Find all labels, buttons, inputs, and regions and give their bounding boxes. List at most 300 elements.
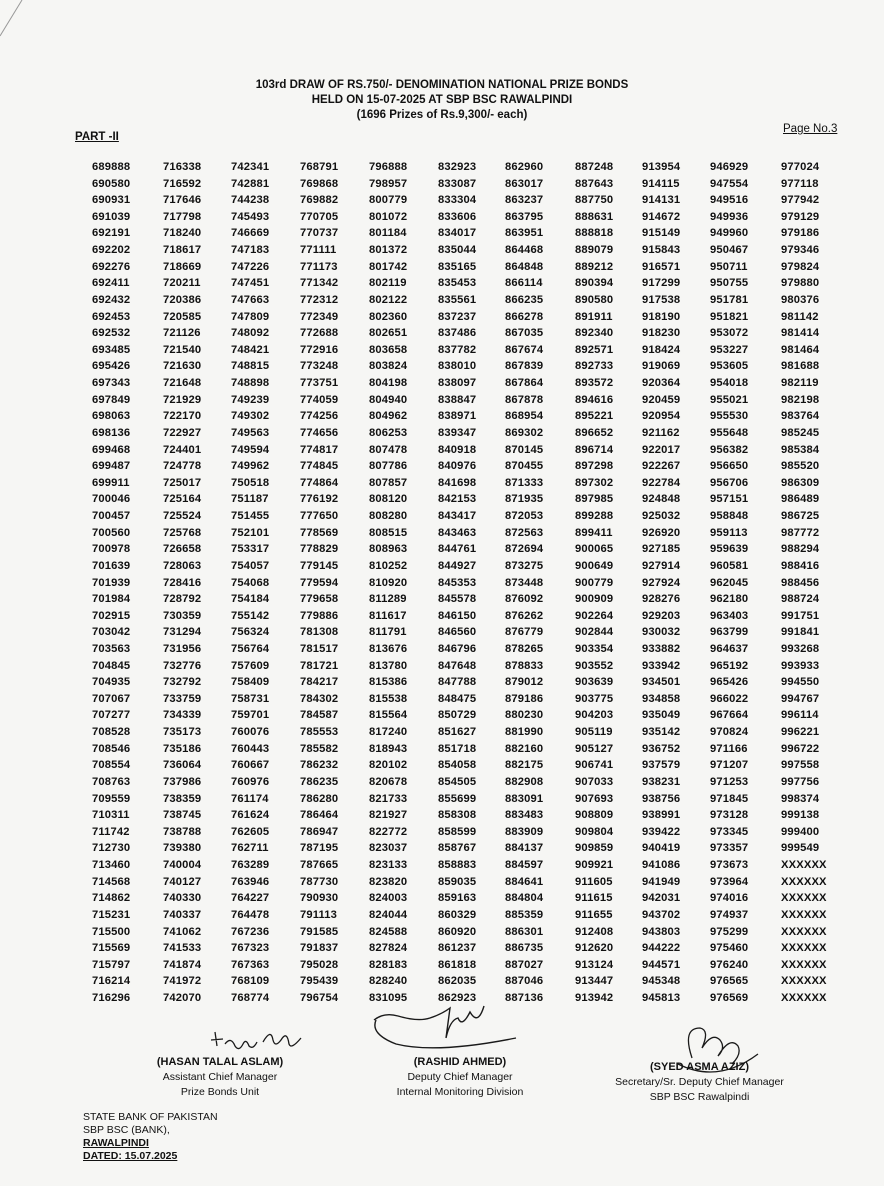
bond-number-cell: 762605 (231, 825, 270, 838)
bond-number-cell: 811791 (369, 626, 407, 639)
bond-number-cell: 739380 (163, 842, 202, 855)
bond-number-cell: 846796 (438, 642, 477, 655)
bond-number-cell: 758409 (231, 676, 270, 689)
bond-number-cell: 914115 (642, 177, 680, 190)
bond-number-cell: 784217 (300, 676, 339, 689)
bond-number-cell: 721540 (163, 343, 202, 356)
bond-number-cell: 887750 (575, 194, 614, 207)
bond-number-cell: 991841 (781, 626, 820, 639)
table-row (0, 593, 884, 609)
bond-number-cell: 943803 (642, 925, 681, 938)
bond-number-cell: 902844 (575, 626, 614, 639)
table-row (0, 477, 884, 493)
bond-number-cell: 730359 (163, 609, 202, 622)
bond-number-cell: 784302 (300, 692, 339, 705)
bond-number-cell: 760076 (231, 726, 270, 739)
bond-number-cell: 738788 (163, 825, 202, 838)
bond-number-cell: 979186 (781, 227, 820, 240)
bond-number-cell: 882908 (505, 775, 544, 788)
bond-number-cell: 698063 (92, 410, 131, 423)
bond-number-cell: 884137 (505, 842, 544, 855)
bond-number-cell: 953227 (710, 343, 749, 356)
bond-number-cell: 915149 (642, 227, 681, 240)
bond-number-cell: 918230 (642, 327, 681, 340)
bond-number-cell: 786235 (300, 775, 339, 788)
bond-number-cell: 884804 (505, 892, 544, 905)
bond-number-cell: 785553 (300, 726, 339, 739)
bond-number-cell: 876262 (505, 609, 544, 622)
table-row (0, 859, 884, 875)
bond-number-cell: 962180 (710, 593, 749, 606)
bond-number-cell: 712730 (92, 842, 131, 855)
bond-number-cell: 892340 (575, 327, 614, 340)
table-row (0, 577, 884, 593)
table-row (0, 360, 884, 376)
bond-number-cell: 790930 (300, 892, 339, 905)
bond-number-cell: 808515 (369, 526, 408, 539)
bond-number-cell: 917299 (642, 277, 681, 290)
bond-number-cell: 732792 (163, 676, 202, 689)
bond-number-cell: 751455 (231, 510, 270, 523)
bond-number-cell: 909859 (575, 842, 614, 855)
bond-number-cell: 900779 (575, 576, 614, 589)
bond-number-cell: 760443 (231, 742, 270, 755)
bond-number-cell: 703042 (92, 626, 131, 639)
bond-number-cell: 913447 (575, 975, 614, 988)
table-row (0, 842, 884, 858)
bond-number-cell: XXXXXX (781, 908, 827, 921)
bond-number-cell: 883483 (505, 809, 544, 822)
bond-number-cell: 909921 (575, 859, 614, 872)
bond-number-cell: 728792 (163, 593, 202, 606)
bond-number-cell: 919069 (642, 360, 681, 373)
bond-number-cell: 693485 (92, 343, 131, 356)
bond-number-cell: 842153 (438, 493, 477, 506)
bond-number-cell: 956650 (710, 460, 749, 473)
bond-number-cell: 894616 (575, 393, 614, 406)
bond-number-cell: 975460 (710, 942, 749, 955)
bond-number-cell: 720585 (163, 310, 202, 323)
bond-number-cell: 740004 (163, 859, 202, 872)
bond-number-cell: 878833 (505, 659, 544, 672)
bond-number-cell: 883091 (505, 792, 544, 805)
bond-number-cell: 699911 (92, 476, 130, 489)
bond-number-cell: 760976 (231, 775, 270, 788)
bond-number-cell: 720211 (163, 277, 201, 290)
bond-number-cell: 871333 (505, 476, 544, 489)
bond-number-cell: 742341 (231, 161, 270, 173)
table-row (0, 975, 884, 991)
bond-number-cell: 927924 (642, 576, 681, 589)
table-row (0, 194, 884, 210)
table-row (0, 809, 884, 825)
bond-number-cell: 724401 (163, 443, 202, 456)
bond-number-cell: 828183 (369, 958, 408, 971)
bond-number-cell: 838847 (438, 393, 477, 406)
bond-number-cell: XXXXXX (781, 892, 827, 905)
bond-number-cell: 750518 (231, 476, 270, 489)
bond-number-cell: 722927 (163, 426, 202, 439)
bond-number-cell: 917538 (642, 293, 681, 306)
bond-number-cell: 774656 (300, 426, 339, 439)
draw-venue-date: HELD ON 15-07-2025 AT SBP BSC RAWALPINDI (311, 94, 573, 106)
bond-number-cell: 886301 (505, 925, 544, 938)
bond-number-cell: 949936 (710, 210, 749, 223)
bond-number-cell: 957151 (710, 493, 749, 506)
bond-number-cell: 914672 (642, 210, 681, 223)
bond-number-cell: 820678 (369, 775, 408, 788)
bond-number-cell: 747663 (231, 293, 270, 306)
bond-number-cell: 748092 (231, 327, 270, 340)
bond-number-cell: 756764 (231, 642, 270, 655)
bond-number-cell: 951821 (710, 310, 749, 323)
bond-number-cell: XXXXXX (781, 925, 827, 938)
bond-number-cell: 692411 (92, 277, 130, 290)
bond-number-cell: 786232 (300, 759, 339, 772)
bond-number-cell: 955021 (710, 393, 749, 406)
bond-number-cell: 749302 (231, 410, 270, 423)
bond-number-cell: 708528 (92, 726, 131, 739)
bond-number-cell: 956382 (710, 443, 749, 456)
bond-number-cell: 858767 (438, 842, 477, 855)
part-label: PART -II (75, 131, 119, 143)
bond-number-cell: 716592 (163, 177, 202, 190)
bond-number-cell: 720386 (163, 293, 202, 306)
bond-number-cell: 981414 (781, 327, 820, 340)
bond-number-cell: 701939 (92, 576, 131, 589)
bond-number-cell: 761624 (231, 809, 270, 822)
bond-number-cell: 748421 (231, 343, 270, 356)
bond-number-cell: 964637 (710, 642, 749, 655)
bond-number-cell: 823820 (369, 875, 408, 888)
bond-number-cell: 823037 (369, 842, 408, 855)
bond-number-cell: 982198 (781, 393, 820, 406)
bond-number-cell: 824003 (369, 892, 408, 905)
bond-number-cell: 721630 (163, 360, 202, 373)
bond-number-cell: 922267 (642, 460, 681, 473)
bond-number-cell: 949516 (710, 194, 749, 207)
bond-number-cell: 847648 (438, 659, 477, 672)
bond-number-cell: 774059 (300, 393, 339, 406)
bond-number-cell: 956706 (710, 476, 749, 489)
bond-number-cell: 929203 (642, 609, 681, 622)
bond-number-cell: 979880 (781, 277, 820, 290)
bond-number-cell: 778569 (300, 526, 339, 539)
prize-count: (1696 Prizes of Rs.9,300/- each) (356, 109, 528, 121)
bond-number-cell: 959113 (710, 526, 748, 539)
bond-number-cell: 699468 (92, 443, 131, 456)
bond-number-cell: 993268 (781, 642, 820, 655)
bond-number-cell: 981688 (781, 360, 820, 373)
bond-number-cell: 986489 (781, 493, 820, 506)
bond-number-cell: 748815 (231, 360, 270, 373)
bond-number-cell: 839347 (438, 426, 477, 439)
table-row (0, 909, 884, 925)
bond-number-cell: 888631 (575, 210, 614, 223)
bond-number-cell: 851627 (438, 726, 477, 739)
bond-number-cell: 772688 (300, 327, 339, 340)
bond-number-cell: 937579 (642, 759, 681, 772)
bond-number-cell: 798957 (369, 177, 408, 190)
bond-number-cell: 997558 (781, 759, 820, 772)
bond-number-cell: 855699 (438, 792, 477, 805)
bond-number-cell: 768109 (231, 975, 270, 988)
footer-bank: STATE BANK OF PAKISTAN (83, 1111, 218, 1123)
bond-number-cell: 725017 (163, 476, 202, 489)
bond-number-cell: 692532 (92, 327, 131, 340)
bond-number-cell: 912620 (575, 942, 614, 955)
bond-number-cell: 868954 (505, 410, 544, 423)
bond-number-cell: 715569 (92, 942, 131, 955)
bond-number-cell: 941949 (642, 875, 681, 888)
signatory-name: (SYED ASMA AZIZ) (650, 1061, 749, 1073)
bond-number-cell: 716338 (163, 161, 202, 173)
bond-number-cell: 708554 (92, 759, 131, 772)
bond-number-cell: XXXXXX (781, 875, 827, 888)
bond-number-cell: 714568 (92, 875, 131, 888)
bond-number-cell: 774864 (300, 476, 339, 489)
bond-number-cell: 867674 (505, 343, 544, 356)
table-row (0, 759, 884, 775)
bond-number-cell: 862035 (438, 975, 477, 988)
bond-number-cell: 974937 (710, 908, 749, 921)
bond-number-cell: 742070 (163, 992, 202, 1004)
bond-number-cell: 741874 (163, 958, 202, 971)
bond-number-cell: 950755 (710, 277, 749, 290)
bond-number-cell: 980376 (781, 293, 820, 306)
bond-number-cell: 922017 (642, 443, 681, 456)
bond-number-cell: 905119 (575, 726, 613, 739)
bond-number-cell: 950467 (710, 244, 749, 257)
bond-number-cell: 890394 (575, 277, 614, 290)
bond-number-cell: 804940 (369, 393, 408, 406)
bond-number-cell: 716214 (92, 975, 131, 988)
table-row (0, 776, 884, 792)
bond-number-cell: 862923 (438, 992, 477, 1004)
table-row (0, 527, 884, 543)
bond-number-cell: 725524 (163, 510, 202, 523)
table-row (0, 926, 884, 942)
table-row (0, 676, 884, 692)
bond-number-cell: 892733 (575, 360, 614, 373)
bond-number-cell: 993933 (781, 659, 820, 672)
bond-number-cell: 945813 (642, 992, 681, 1004)
bond-number-cell: 802119 (369, 277, 407, 290)
bond-number-cell: 997756 (781, 775, 820, 788)
bond-number-cell: 971845 (710, 792, 749, 805)
bond-number-cell: 717798 (163, 210, 202, 223)
bond-number-cell: 764478 (231, 908, 270, 921)
bond-number-cell: 915843 (642, 244, 681, 257)
bond-number-cell: XXXXXX (781, 859, 827, 872)
issuer-footer (83, 1111, 218, 1163)
bond-number-cell: 760667 (231, 759, 270, 772)
bond-number-cell: 708546 (92, 742, 131, 755)
bond-number-cell: 740330 (163, 892, 202, 905)
bond-number-cell: 756324 (231, 626, 270, 639)
bond-number-cell: 876779 (505, 626, 544, 639)
bond-number-cell: 938991 (642, 809, 681, 822)
bond-number-cell: 933882 (642, 642, 681, 655)
bond-number-cell: 821733 (369, 792, 408, 805)
bond-number-cell: 751187 (231, 493, 269, 506)
table-row (0, 876, 884, 892)
bond-number-cell: 769882 (300, 194, 339, 207)
bond-number-cell: 888818 (575, 227, 614, 240)
bond-number-cell: 807786 (369, 460, 408, 473)
bond-number-cell: 979824 (781, 260, 820, 273)
bond-number-cell: 813780 (369, 659, 408, 672)
bond-number-cell: 716296 (92, 992, 131, 1004)
bond-number-cell: 758731 (231, 692, 270, 705)
bond-number-cell: 690931 (92, 194, 131, 207)
bond-number-cell: 922784 (642, 476, 681, 489)
bond-number-cell: 866114 (505, 277, 543, 290)
bond-number-cell: 781721 (300, 659, 339, 672)
bond-number-cell: 971166 (710, 742, 748, 755)
bond-number-cell: 692276 (92, 260, 131, 273)
bond-number-cell: 704845 (92, 659, 131, 672)
bond-number-cell: 963403 (710, 609, 749, 622)
bond-number-cell: 862960 (505, 161, 544, 173)
bond-number-cell: 859163 (438, 892, 477, 905)
bond-number-cell: 944571 (642, 958, 681, 971)
bond-number-cell: 717646 (163, 194, 202, 207)
bond-number-cell: 973673 (710, 859, 749, 872)
bond-number-cell: 904203 (575, 709, 614, 722)
bond-number-cell: 772312 (300, 293, 339, 306)
bond-number-cell: 774817 (300, 443, 339, 456)
bond-number-cell: 691039 (92, 210, 131, 223)
bond-number-cell: 903775 (575, 692, 614, 705)
bond-number-cell: 974016 (710, 892, 749, 905)
bond-number-cell: 884597 (505, 859, 544, 872)
bond-number-cell: 958848 (710, 510, 749, 523)
table-row (0, 793, 884, 809)
bond-number-cell: 747451 (231, 277, 270, 290)
table-row (0, 277, 884, 293)
bond-number-cell: 709559 (92, 792, 131, 805)
bond-number-cell: 721929 (163, 393, 202, 406)
bond-number-cell: 700046 (92, 493, 131, 506)
bond-number-cell: 713460 (92, 859, 131, 872)
bond-number-cell: 986309 (781, 476, 820, 489)
bond-number-cell: 772916 (300, 343, 339, 356)
bond-number-cell: 715797 (92, 958, 131, 971)
bond-number-cell: 983764 (781, 410, 820, 423)
bond-number-cell: 903354 (575, 642, 614, 655)
bond-number-cell: 953605 (710, 360, 749, 373)
bond-number-cell: 981142 (781, 310, 819, 323)
bond-number-cell: 973964 (710, 875, 749, 888)
bond-number-cell: 808963 (369, 543, 408, 556)
bond-number-cell: 767363 (231, 958, 270, 971)
bond-number-cell: 863237 (505, 194, 544, 207)
bond-number-cell: 986725 (781, 510, 820, 523)
bond-number-cell: 715500 (92, 925, 131, 938)
bond-number-cell: 872563 (505, 526, 544, 539)
bond-number-cell: 979346 (781, 244, 820, 257)
signatory-name: (RASHID AHMED) (413, 1056, 507, 1068)
signatory-title: Secretary/Sr. Deputy Chief Manager (615, 1076, 784, 1088)
bond-number-cell: 976240 (710, 958, 749, 971)
bond-number-cell: 954018 (710, 377, 749, 390)
bond-number-cell: 817240 (369, 726, 408, 739)
bond-number-cell: 867864 (505, 377, 544, 390)
table-row (0, 327, 884, 343)
bond-number-cell: 822772 (369, 825, 408, 838)
bond-number-cell: 897985 (575, 493, 614, 506)
bond-number-cell: 801742 (369, 260, 408, 273)
bond-number-cell: 834017 (438, 227, 477, 240)
bond-number-cell: 854505 (438, 775, 477, 788)
bond-number-cell: 936752 (642, 742, 681, 755)
bond-number-cell: 738359 (163, 792, 202, 805)
bond-number-cell: 897298 (575, 460, 614, 473)
table-row (0, 344, 884, 360)
signatory-unit: Prize Bonds Unit (180, 1086, 260, 1098)
signatory-title: Deputy Chief Manager (407, 1071, 513, 1083)
bond-number-cell: 795439 (300, 975, 339, 988)
bond-number-cell: 697849 (92, 393, 131, 406)
bond-number-cell: 935049 (642, 709, 681, 722)
bond-number-cell: 843417 (438, 510, 477, 523)
bond-number-cell: 950711 (710, 260, 748, 273)
bond-number-cell: 886735 (505, 942, 544, 955)
bond-number-cell: 913954 (642, 161, 681, 173)
bond-number-cell: 927914 (642, 559, 681, 572)
bond-number-cell: 801072 (369, 210, 408, 223)
signatory-unit: Internal Monitoring Division (396, 1086, 524, 1098)
bond-number-cell: 754184 (231, 593, 270, 606)
table-row (0, 510, 884, 526)
bond-number-cell: 846560 (438, 626, 477, 639)
bond-number-cell: 998374 (781, 792, 820, 805)
bond-number-cell: 905127 (575, 742, 614, 755)
bond-number-cell: 863017 (505, 177, 544, 190)
bond-number-cell: 996722 (781, 742, 820, 755)
bond-number-cell: 699487 (92, 460, 131, 473)
table-row (0, 892, 884, 908)
bond-number-cell: 773751 (300, 377, 339, 390)
bond-number-cell: 949960 (710, 227, 749, 240)
bond-number-cell: 833304 (438, 194, 477, 207)
bond-number-cell: 934501 (642, 676, 681, 689)
bond-number-cell: 838097 (438, 377, 477, 390)
bond-number-cell: 854058 (438, 759, 477, 772)
bond-number-cell: 960581 (710, 559, 749, 572)
bond-number-cell: 955530 (710, 410, 749, 423)
bond-number-cell: 785582 (300, 742, 339, 755)
bond-number-cell: 749239 (231, 393, 270, 406)
bond-number-cell: 738745 (163, 809, 202, 822)
bond-number-cell: 801184 (369, 227, 407, 240)
signatory-title: Assistant Chief Manager (162, 1071, 278, 1083)
bond-number-cell: 772349 (300, 310, 339, 323)
bond-number-cell: 807857 (369, 476, 408, 489)
bond-number-cell: 711742 (92, 825, 130, 838)
bond-number-cell: 746669 (231, 227, 270, 240)
bond-number-cell: 889079 (575, 244, 614, 257)
bond-number-cell: 786947 (300, 825, 339, 838)
bond-number-cell: 916571 (642, 260, 681, 273)
bond-number-cell: 903639 (575, 676, 614, 689)
bond-number-cell: 744238 (231, 194, 270, 207)
bond-number-cell: 900065 (575, 543, 614, 556)
bond-number-cell: 899288 (575, 510, 614, 523)
bond-number-cell: 981464 (781, 343, 820, 356)
bond-number-cell: 761174 (231, 792, 269, 805)
